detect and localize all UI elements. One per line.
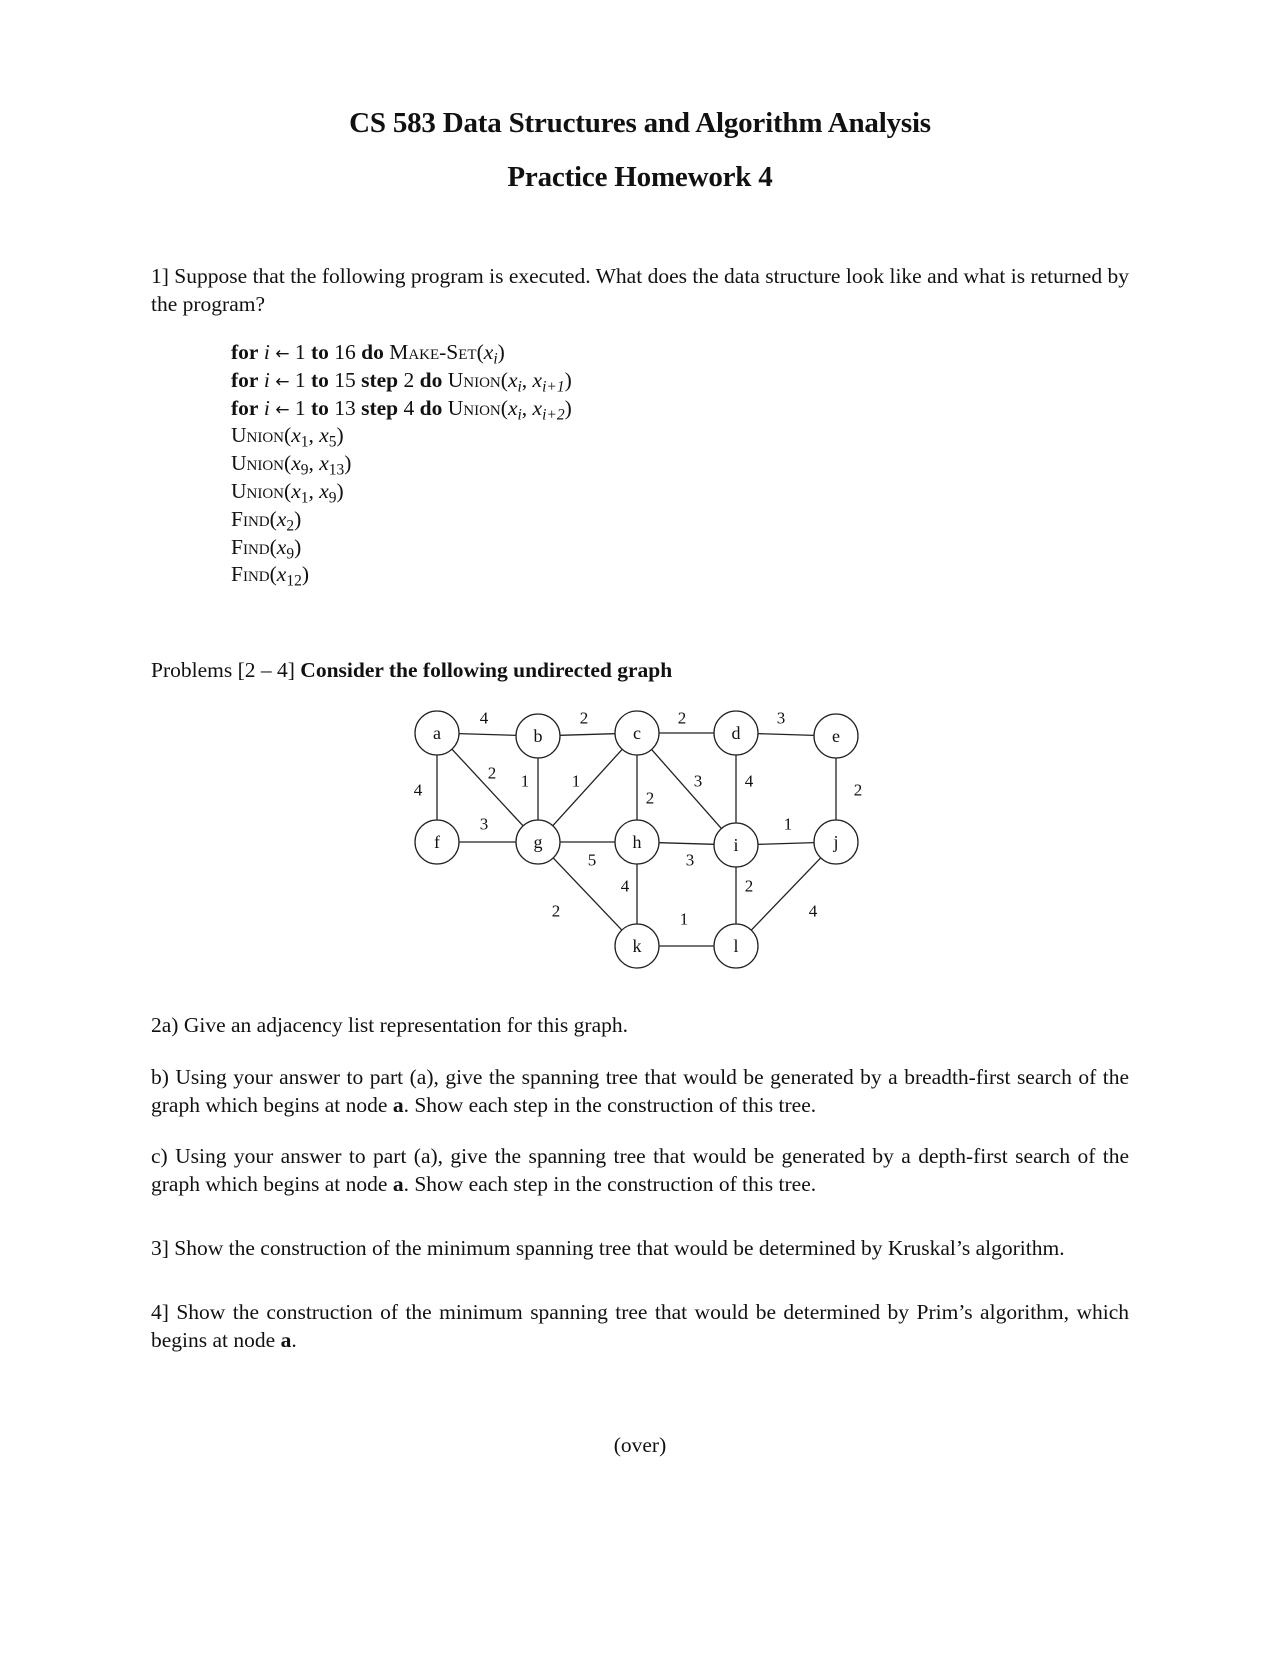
loop-start: 1 [294,395,306,420]
op-arg-sub: 13 [328,461,345,479]
op-name: Find [231,534,270,559]
loop-end: 16 [334,340,356,364]
op-arg: x [291,451,301,476]
kw-to: to [310,367,329,392]
question-3: 3] Show the construction of the minimum spanning tree that would be determined by Kruskal’s algorithm. [151,1236,1065,1260]
edge-weight-c-i: 3 [693,771,703,791]
question-2b [151,1063,1129,1119]
edge-weight-f-g: 3 [479,814,489,834]
loop-start: 1 [294,367,306,392]
graph-edge-i-j [758,843,814,845]
graph-node-label-g: g [533,832,543,852]
course-title: CS 583 Data Structures and Algorithm Analysis [349,107,931,139]
program-call-find: $Find(x_9)$ [231,534,302,562]
kw-for: for [231,395,259,420]
op-name: Union [231,451,285,476]
graph-node-label-k: k [632,936,642,956]
graph-edge-h-i [659,843,714,845]
op-arg-sub: 9 [328,489,337,507]
op-name: Union [231,423,285,448]
kw-do: do [419,395,443,420]
op-arg: x [291,423,301,448]
op-arg-sub: 2 [286,517,295,535]
kw-for: for [231,340,259,364]
problems-heading-text: Consider the following undirected graph [300,658,673,682]
edge-weight-h-i: 3 [685,850,695,870]
edge-weight-a-f: 4 [413,780,423,800]
graph-node-label-h: h [632,832,642,852]
step-value: 4 [403,395,415,420]
question-4 [151,1298,1129,1354]
question-4-text: 4] Show the construction of the minimum spanning tree that would be determined by Prim’s algorithm, which begins at node [151,1300,1129,1352]
kw-to: to [310,395,329,420]
edge-weight-b-g: 1 [520,771,530,791]
program-call-union: $Union(x_1$, $x_9$) [231,478,344,507]
assign-arrow-icon: ← [275,371,290,392]
program-call-union: $Union(x_9$, $x_{13}$) [231,451,352,479]
edge-weight-j-l: 4 [808,901,818,921]
loop-start: 1 [294,340,306,364]
graph-nodes [415,708,858,968]
assignment-title: Practice Homework 4 [507,161,773,193]
op-arg: x [276,562,287,587]
edge-weight-d-i: 4 [744,771,754,791]
edge-weight-c-g: 1 [571,771,581,791]
assign-arrow-icon: ← [275,344,290,364]
question-4-rest: . [291,1328,297,1352]
op-arg: x [483,340,494,364]
problem-1-text: 1] Suppose that the following program is executed. What does the data structure look like and what is returned by the program? [151,264,1129,316]
question-2c-text: c) Using your answer to part (a), give the spanning tree that would be generated by a depth-first search of the graph which begins at node [151,1144,1129,1196]
op-arg-sub: 9 [286,544,295,562]
program-call-union: $Union(x_1$, $x_5$) [231,423,344,451]
op-name: Union [447,395,501,420]
graph-node-label-d: d [731,723,741,743]
edge-weight-i-l: 2 [744,876,754,896]
kw-to: to [310,340,329,364]
op-arg: x [319,423,329,448]
op-name: Union [447,367,501,392]
question-2b-rest: . Show each step in the construction of this tree. [403,1093,817,1117]
op-name: Find [231,562,270,587]
question-2b-text: b) Using your answer to part (a), give the spanning tree that would be generated by a breadth-first search of the graph which begins at node [151,1065,1129,1117]
kw-step: step [361,395,399,420]
edge-weight-b-c: 2 [579,708,589,728]
program-call-find: $Find(x_{12})$ [231,562,309,590]
op-arg: x [319,478,329,503]
question-2a: 2a) Give an adjacency list representation for this graph. [151,1013,628,1037]
program-line-1: for i ← 1 to 16 do Make-$Set(x_i)$ [231,340,505,368]
edge-weight-h-k: 4 [620,876,630,896]
loop-var: i [263,367,270,392]
op-arg: x [507,395,518,420]
op-arg-sub: 12 [286,572,302,590]
edge-weight-k-l: 1 [679,909,689,929]
edge-weight-g-k: 2 [551,901,561,921]
kw-do: do [361,340,384,364]
op-arg-sub: i [517,378,522,396]
edge-weight-i-j: 1 [783,814,793,834]
graph-edge-c-i [652,749,722,828]
graph-node-label-e: e [832,726,840,746]
question-2c [151,1142,1129,1198]
graph-node-label-j: j [833,832,839,852]
graph-node-label-l: l [733,936,739,956]
problems-prefix: Problems [2 – 4] [151,658,295,682]
start-node: a [392,1172,404,1196]
op-arg-sub: 5 [328,433,337,451]
page-footer: (over) [613,1433,667,1457]
program-line-2: for i ← 1 to 15 step 2 do $Union(x_i$, $x_{i+1}$) [231,367,572,396]
graph-node-label-b: b [533,726,543,746]
kw-for: for [231,367,259,392]
op-name: Make-Set [389,340,477,364]
op-arg-sub: i [517,405,522,423]
graph-edge-c-g [553,749,622,825]
op-arg-sub: 1 [300,433,309,451]
kw-step: step [361,367,399,392]
loop-var: i [263,340,270,364]
step-value: 2 [403,367,415,392]
program-call-find: $Find(x_2)$ [231,506,302,535]
loop-var: i [263,395,270,420]
kw-do: do [419,367,443,392]
op-arg: x [507,367,518,392]
edge-weight-c-h: 2 [645,788,655,808]
op-arg: x [532,395,543,420]
op-arg-sub: i+1 [542,378,565,396]
program-line-3: for i ← 1 to 13 step 4 do $Union(x_i$, $x_{i+2}$) [231,395,572,423]
op-arg-sub: 1 [300,489,309,507]
op-arg-sub: 9 [300,461,309,479]
op-arg: x [532,367,543,392]
op-arg-sub: i [493,350,498,368]
loop-end: 13 [334,395,356,420]
op-name: Find [231,506,270,531]
edge-weight-e-j: 2 [853,780,863,800]
edge-weight-a-g: 2 [487,763,497,783]
start-node: a [280,1328,292,1352]
graph-edge-b-c [560,734,615,736]
op-arg: x [291,478,301,503]
edge-weight-d-e: 3 [776,708,786,728]
assign-arrow-icon: ← [275,399,290,420]
edge-weight-a-b: 4 [479,708,489,728]
edge-weight-g-h: 5 [587,850,597,870]
edge-weight-c-d: 2 [677,708,687,728]
op-arg-sub: i+2 [542,405,565,423]
graph-node-label-f: f [434,832,440,852]
graph-edge-d-e [758,734,814,736]
op-name: Union [231,478,285,503]
graph-edge-a-b [459,734,516,736]
graph-node-label-a: a [433,723,441,743]
question-2c-rest: . Show each step in the construction of this tree. [403,1172,817,1196]
op-arg: x [276,534,287,559]
op-arg: x [276,506,287,531]
graph-node-label-i: i [733,835,739,855]
op-arg: x [319,451,329,476]
loop-end: 15 [334,367,356,392]
start-node: a [392,1093,404,1117]
graph-node-label-c: c [633,723,641,743]
